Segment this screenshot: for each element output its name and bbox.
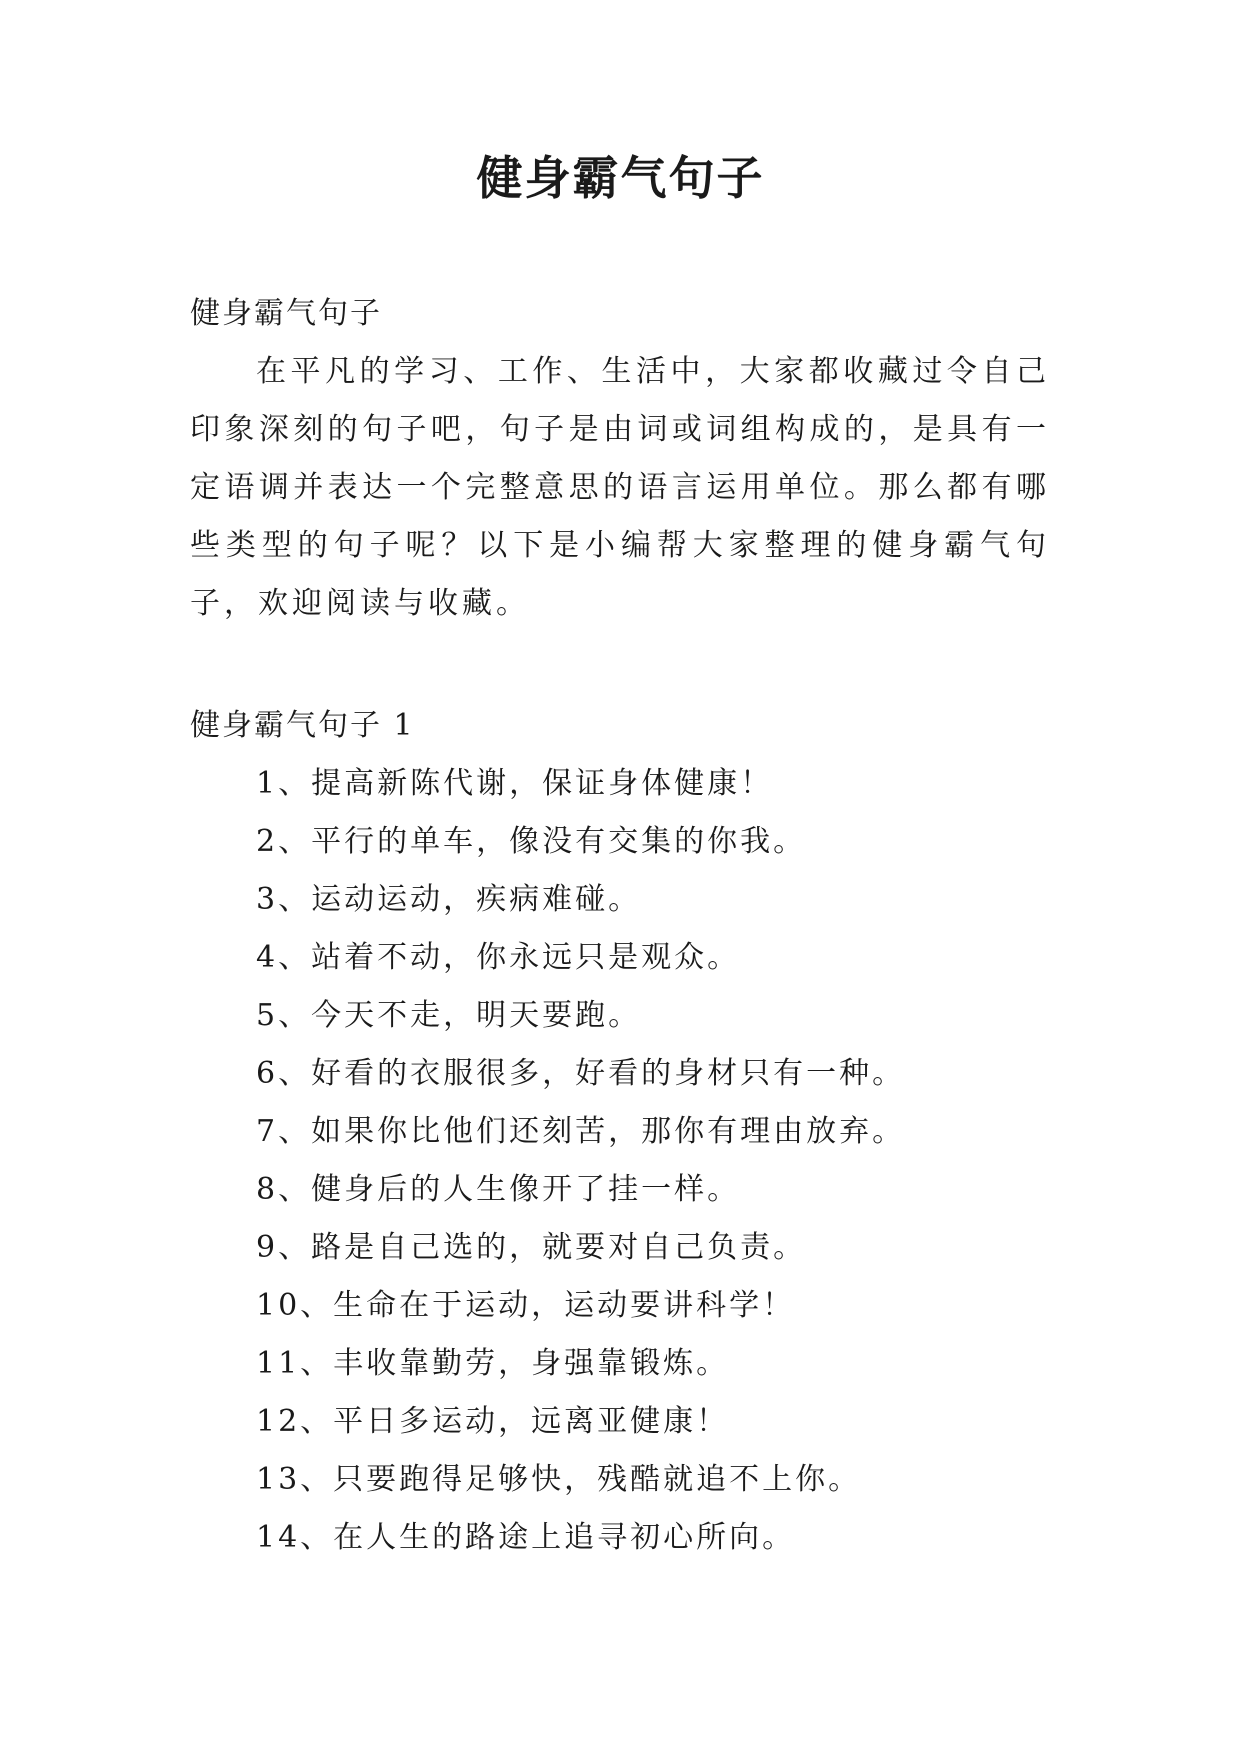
list-item: 4、站着不动，你永远只是观众。 [256, 940, 741, 975]
list-item: 2、平行的单车，像没有交集的你我。 [256, 824, 807, 859]
list-item: 13、只要跑得足够快，残酷就追不上你。 [256, 1462, 862, 1497]
list-item: 8、健身后的人生像开了挂一样。 [256, 1172, 741, 1207]
list-item: 14、在人生的路途上追寻初心所向。 [256, 1520, 796, 1555]
list-item: 12、平日多运动，远离亚健康！ [256, 1404, 730, 1439]
list-item: 1、提高新陈代谢，保证身体健康！ [256, 766, 774, 801]
section-heading: 健身霸气句子 1 [190, 708, 415, 743]
page-title: 健身霸气句子 [476, 151, 765, 205]
quote-list [190, 755, 1050, 1567]
list-item: 7、如果你比他们还刻苦，那你有理由放弃。 [256, 1114, 906, 1149]
document-subtitle: 健身霸气句子 [190, 296, 382, 331]
list-item: 9、路是自己选的，就要对自己负责。 [256, 1230, 807, 1265]
list-item: 10、生命在于运动，运动要讲科学！ [256, 1288, 796, 1323]
intro-paragraph: 在平凡的学习、工作、生活中，大家都收藏过令自己印象深刻的句子吧，句子是由词或词组构成的，是具有一定语调并表达一个完整意思的语言运用单位。那么都有哪些类型的句子呢？以下是小编帮大家整理的健身霸气句子，欢迎阅读与收藏。 [190, 354, 1050, 621]
list-item: 11、丰收靠勤劳，身强靠锻炼。 [256, 1346, 730, 1381]
list-item: 3、运动运动，疾病难碰。 [256, 882, 642, 917]
document-body [190, 285, 1050, 1567]
list-item: 5、今天不走，明天要跑。 [256, 998, 642, 1033]
list-item: 6、好看的衣服很多，好看的身材只有一种。 [256, 1056, 906, 1091]
